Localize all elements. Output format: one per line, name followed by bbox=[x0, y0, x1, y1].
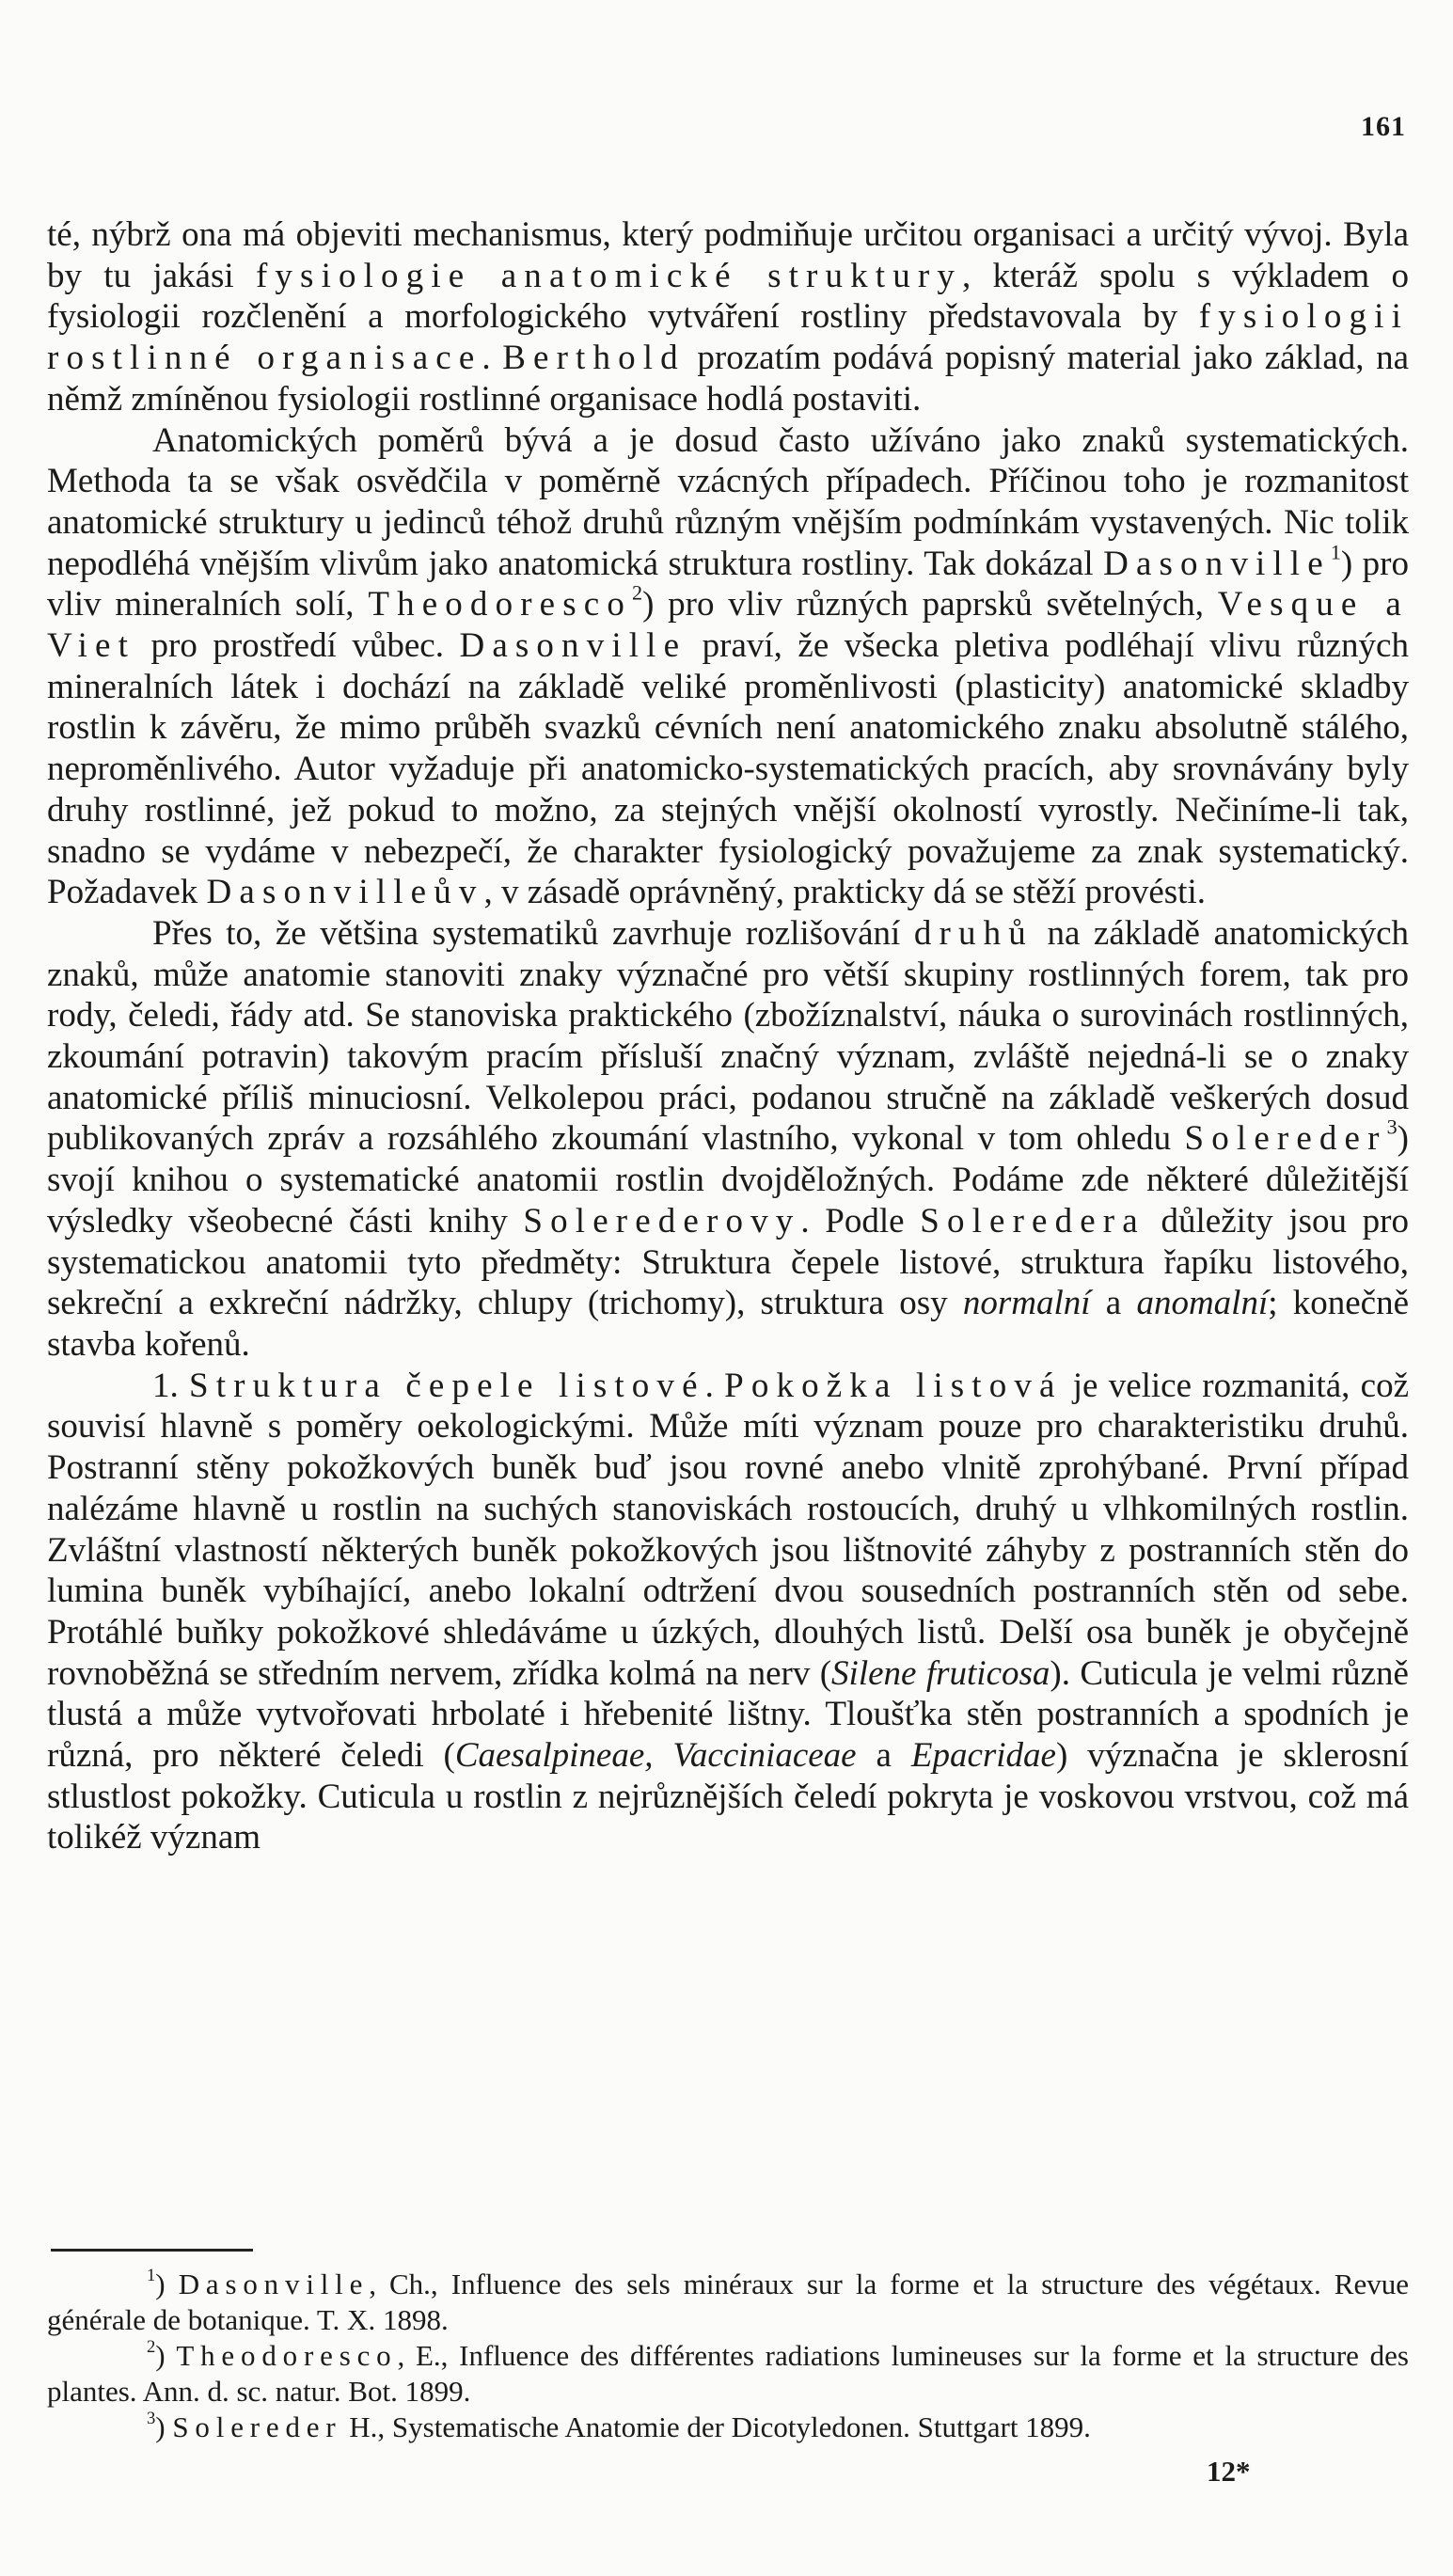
body-text bbox=[47, 214, 1409, 1858]
paragraph bbox=[47, 420, 1409, 913]
text-run: ) bbox=[155, 2410, 173, 2443]
spaced-text: Berthold bbox=[502, 339, 686, 378]
footnote-marker: 3 bbox=[1386, 1114, 1398, 1139]
spaced-text: Pokožka listová bbox=[724, 1366, 1063, 1405]
page-number: 161 bbox=[1361, 111, 1406, 142]
spaced-text: Dasonvilleův bbox=[206, 873, 484, 912]
text-run: ; konečně stavba kořenů. bbox=[47, 1284, 1409, 1364]
spaced-text: Solerederovy bbox=[523, 1201, 801, 1241]
spaced-text: Dasonville bbox=[1103, 544, 1331, 583]
text-run: a bbox=[1090, 1284, 1137, 1323]
text-run: . bbox=[704, 1366, 725, 1405]
footnote bbox=[47, 2267, 1409, 2338]
footnote-marker: 1 bbox=[1330, 539, 1341, 563]
spaced-text: fysiologii rostlinné organisace bbox=[47, 297, 1409, 378]
text-run: ). Cuticula je velmi různě tlustá a může vytvořovati hrbolaté i hřebenité lištny. Tloušťka stěn postranních a spodních je různá, pro některé čeledi ( bbox=[47, 1653, 1409, 1776]
text-run: ) význačna je sklerosní stlustlost pokožky. Cuticula u rostlin z nejrůznějších čeledí pokryta je voskovou vrstvou, což má tolikéž význam bbox=[47, 1736, 1409, 1857]
footnotes bbox=[47, 2267, 1409, 2445]
italic-text: anomalní bbox=[1136, 1284, 1269, 1323]
signature-mark: 12* bbox=[1207, 2455, 1251, 2488]
text-run: Anatomických poměrů bývá a je dosud často užíváno jako znaků systematických. Methoda ta se však osvědčila v poměrně vzácných případech. Příčinou toho je rozmanitost anatomické struktury u jedinců téhož druhů různým vnějším podmínkám vystavených. Nic tolik nepodléhá vnějším vlivům jako anatomická struktura rostliny. Tak dokázal bbox=[47, 420, 1409, 583]
paragraph bbox=[47, 913, 1409, 1366]
text-run: té, nýbrž ona má objeviti mechanismus, který podmiňuje určitou organisaci a určitý vývoj. Byla by tu jakási bbox=[47, 215, 1409, 295]
italic-text: normalní bbox=[962, 1284, 1091, 1323]
spaced-text: Struktura čepele listové bbox=[188, 1366, 705, 1405]
text-run: a bbox=[856, 1736, 911, 1776]
spaced-text: Soleredera bbox=[920, 1201, 1145, 1241]
text-run: důležity jsou pro systematickou anatomii tyto předměty: Struktura čepele listové, struktura řapíku listového, sekreční a exkreční nádržky, chlupy (trichomy), struktura osy bbox=[47, 1201, 1409, 1323]
text-run: je velice rozmanitá, což souvisí hlavně s poměry oekologickými. Může míti význam pouze pro charakteristiku druhů. Postranní stěny pokožkových buněk buď jsou rovné anebo vlnitě zprohýbané. První případ nalézáme hlavně u rostlin na suchých stanoviskách rostoucích, druhý u vlhkomilných rostlin. Zvláštní vlastností některých buněk pokožkových jsou lištnovité záhyby z postranních stěn do lumina buněk vybíhající, anebo lokalní odtržení dvou sousedních postranních stěn od sebe. Protáhlé buňky pokožkové shledáváme u úzkých, dlouhých listů. Delší osa buněk je obyčejně rovnoběžná se středním nervem, zřídka kolmá na nerv ( bbox=[47, 1366, 1410, 1693]
spaced-text: Dasonville bbox=[459, 626, 687, 666]
footnote-marker: 2 bbox=[631, 580, 643, 605]
footnote-divider bbox=[51, 2249, 253, 2252]
text-run: 1. bbox=[152, 1366, 189, 1405]
text-run: prozatím podává popisný material jako základ, na němž zmíněnou fysiologii rostlinné organisace hodlá postaviti. bbox=[47, 339, 1409, 419]
text-run: Přes to, že většina systematiků zavrhuje rozlišování bbox=[152, 913, 914, 953]
spaced-text: Theodoresco bbox=[176, 2339, 398, 2372]
spaced-text: druhů bbox=[913, 913, 1034, 953]
text-run: ) svojí knihou o systematické anatomii rostlin dvojděložných. Podáme zde některé důležitější výsledky všeobecné části knihy bbox=[47, 1119, 1409, 1241]
footnote bbox=[47, 2410, 1409, 2445]
text-run: ) pro vliv mineralních solí, bbox=[47, 544, 1409, 624]
footnote-marker: 2 bbox=[147, 2337, 156, 2358]
footnote-marker: 3 bbox=[147, 2409, 156, 2429]
italic-text: Silene fruticosa bbox=[831, 1653, 1050, 1693]
footnote bbox=[47, 2338, 1409, 2410]
italic-text: Epacridae bbox=[910, 1736, 1056, 1776]
spaced-text: Vesque a Viet bbox=[47, 585, 1409, 666]
text-run: ) bbox=[155, 2268, 179, 2300]
spaced-text: Solereder bbox=[1184, 1119, 1387, 1159]
italic-text: Caesalpineae, Vacciniaceae bbox=[454, 1736, 857, 1776]
spaced-text: Theodoresco bbox=[368, 585, 632, 624]
text-run: na základě anatomických znaků, může anatomie stanoviti znaky význačné pro větší skupiny rostlinných forem, tak pro rody, čeledi, řády atd. Se stanoviska praktického (zbožíznalství, náuka o surovinách rostlinných, zkoumání potravin) takovým pracím přísluší značný význam, zvláště nejedná-li se o znaky anatomické příliš minuciosní. Velkolepou práci, podanou stručně na základě veškerých dosud publikovaných zpráv a rozsáhlého zkoumání vlastního, vykonal v tom ohledu bbox=[47, 913, 1409, 1159]
text-run: , kteráž spolu s výkladem o fysiologii rozčlenění a morfologického vytváření rostliny představovala by bbox=[47, 256, 1409, 337]
text-run: , E., Influence des différentes radiations lumineuses sur la forme et la structure des plantes. Ann. d. sc. natur. Bot. 1899. bbox=[47, 2339, 1409, 2408]
text-run: , v zásadě oprávněný, prakticky dá se stěží provésti. bbox=[483, 873, 1206, 912]
spaced-text: Solereder bbox=[172, 2410, 342, 2443]
text-run: . Podle bbox=[800, 1201, 921, 1241]
text-run: ) pro vliv různých paprsků světelných, bbox=[642, 585, 1218, 624]
spaced-text: fysiologie anatomické struktury bbox=[255, 256, 962, 295]
footnote-marker: 1 bbox=[147, 2266, 156, 2286]
text-run: pro prostředí vůbec. bbox=[135, 626, 460, 666]
paragraph bbox=[47, 1366, 1409, 1858]
spaced-text: Dasonville bbox=[178, 2268, 370, 2300]
text-run: ) bbox=[155, 2339, 177, 2372]
paragraph bbox=[47, 214, 1409, 420]
text-run: praví, že všecka pletiva podléhají vlivu různých mineralních látek i dochází na základě veliké proměnlivosti (plasticity) anatomické skladby rostlin k závěru, že mimo průběh svazků cévních není anatomického znaku absolutně stálého, neproměnlivého. Autor vyžaduje při anatomicko-systematických pracích, aby srovnávány byly druhy rostlinné, jež pokud to možno, za stejných vnější okolností vyrostly. Nečiníme-li tak, snadno se vydáme v nebezpečí, že charakter fysiologický považujeme za znak systematický. Požadavek bbox=[47, 626, 1409, 912]
text-run: , Ch., Influence des sels minéraux sur la forme et la structure des végétaux. Revue générale de botanique. T. X. 1898. bbox=[47, 2268, 1409, 2336]
text-run: . bbox=[482, 339, 503, 378]
text-run: H., Systematische Anatomie der Dicotyledonen. Stuttgart 1899. bbox=[341, 2410, 1091, 2443]
